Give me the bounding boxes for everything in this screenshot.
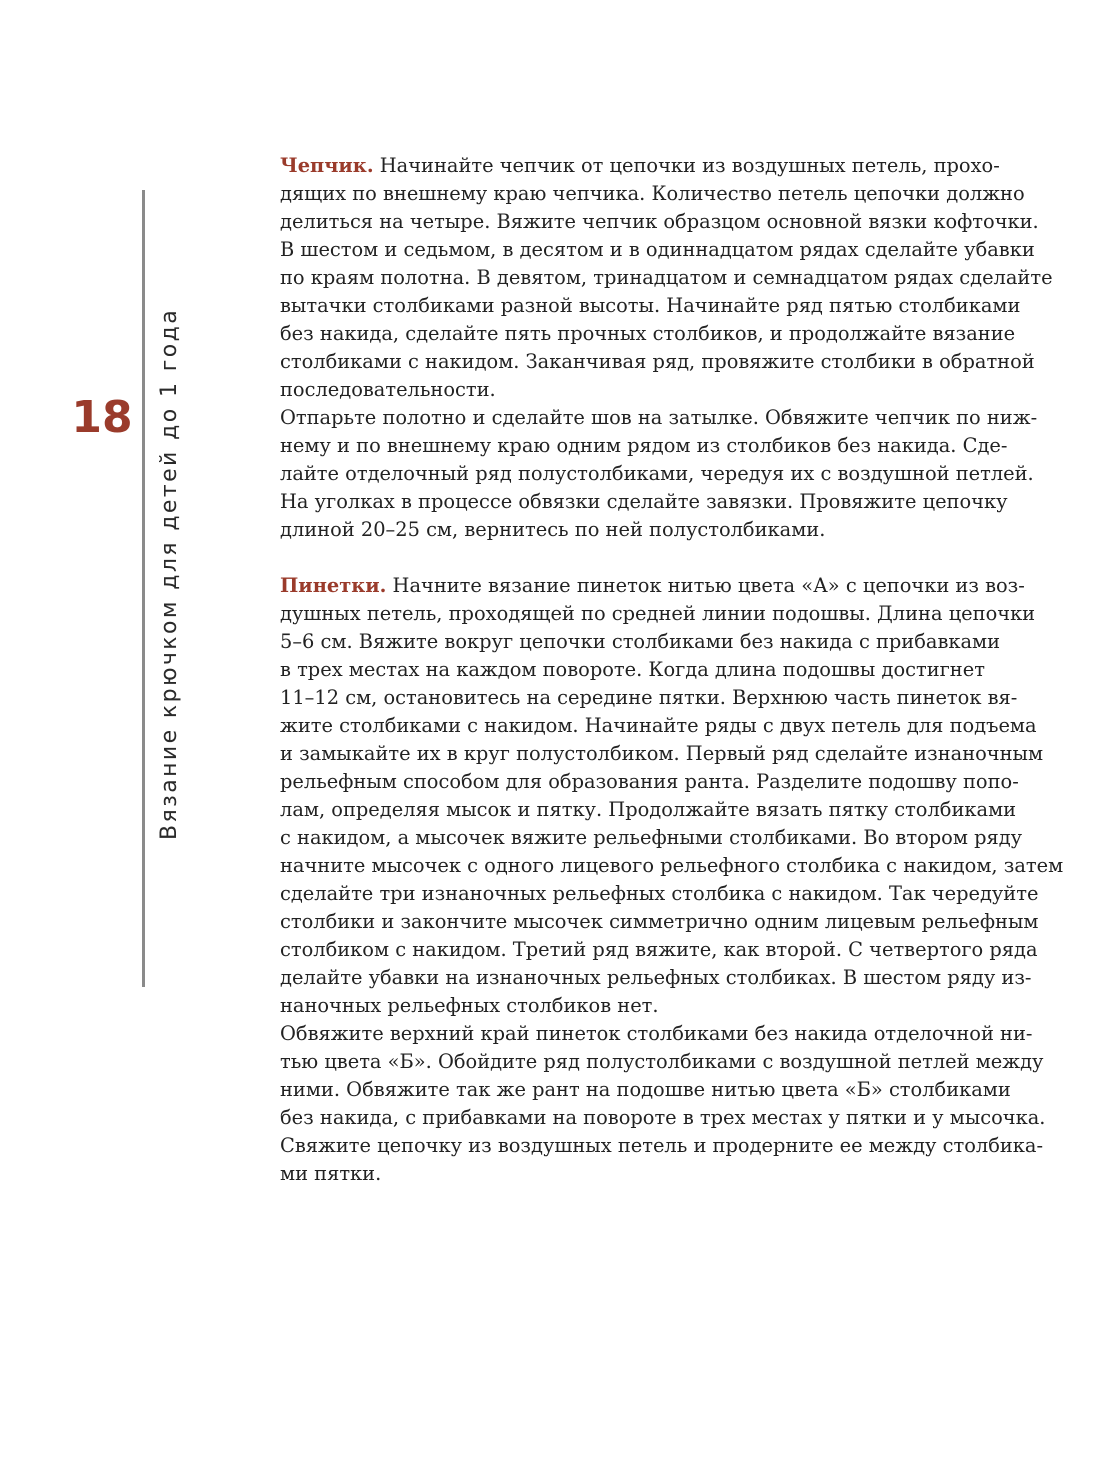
page-number: 18 [71, 392, 133, 443]
paragraph-line: Обвяжите верхний край пинеток столбиками без накида отделочной ни- [280, 1022, 1033, 1045]
paragraph-line: нему и по внешнему краю одним рядом из столбиков без накида. Сде- [280, 434, 1008, 457]
paragraph-line: вытачки столбиками разной высоты. Начинайте ряд пятью столбиками [280, 294, 1021, 317]
paragraph-line: делайте убавки на изнаночных рельефных столбиках. В шестом ряду из- [280, 966, 1032, 989]
section-heading: Пинетки. [280, 574, 387, 597]
paragraph-line: сделайте три изнаночных рельефных столбика с накидом. Так чередуйте [280, 882, 1039, 905]
paragraph-line: столбиком с накидом. Третий ряд вяжите, как второй. С четвертого ряда [280, 938, 1038, 961]
paragraph-line: дящих по внешнему краю чепчика. Количество петель цепочки должно [280, 182, 1025, 205]
paragraph-line: без накида, сделайте пять прочных столбиков, и продолжайте вязание [280, 322, 1016, 345]
section-pinetki [280, 572, 1064, 1188]
paragraph-line: рельефным способом для образования ранта. Разделите подошву попо- [280, 770, 1019, 793]
paragraph-line: делиться на четыре. Вяжите чепчик образцом основной вязки кофточки. [280, 210, 1039, 233]
paragraph-line: 5–6 см. Вяжите вокруг цепочки столбиками без накида с прибавками [280, 630, 1001, 653]
paragraph-line: Отпарьте полотно и сделайте шов на затылке. Обвяжите чепчик по ниж- [280, 406, 1038, 429]
paragraph-line: жите столбиками с накидом. Начинайте ряды с двух петель для подъема [280, 714, 1037, 737]
paragraph-line: лайте отделочный ряд полустолбиками, чередуя их с воздушной петлей. [280, 462, 1034, 485]
paragraph-line: столбики и закончите мысочек симметрично одним лицевым рельефным [280, 910, 1039, 933]
paragraph-line-text: Начните вязание пинеток нитью цвета «А» с цепочки из воз- [392, 574, 1025, 597]
paragraph-line: с накидом, а мысочек вяжите рельефными столбиками. Во втором ряду [280, 826, 1023, 849]
paragraph-line: душных петель, проходящей по средней линии подошвы. Длина цепочки [280, 602, 1036, 625]
section-heading: Чепчик. [280, 154, 374, 177]
paragraph-line-text: Начинайте чепчик от цепочки из воздушных петель, прохо- [379, 154, 1000, 177]
side-rule [142, 190, 145, 987]
paragraph-line: последовательности. [280, 378, 496, 401]
paragraph-line: тью цвета «Б». Обойдите ряд полустолбиками с воздушной петлей между [280, 1050, 1044, 1073]
paragraph-line: без накида, с прибавками на повороте в трех местах у пятки и у мысочка. [280, 1106, 1046, 1129]
section-chepchik [280, 152, 1053, 544]
paragraph-line: На уголках в процессе обвязки сделайте завязки. Провяжите цепочку [280, 490, 1008, 513]
paragraph-line: по краям полотна. В девятом, тринадцатом и семнадцатом рядах сделайте [280, 266, 1053, 289]
paragraph-line: наночных рельефных столбиков нет. [280, 994, 659, 1017]
running-title: Вязание крючком для детей до 1 года [157, 307, 182, 840]
paragraph-line: Свяжите цепочку из воздушных петель и продерните ее между столбика- [280, 1134, 1044, 1157]
paragraph-line: ми пятки. [280, 1162, 382, 1185]
paragraph-line: в трех местах на каждом повороте. Когда длина подошвы достигнет [280, 658, 985, 681]
paragraph-line: В шестом и седьмом, в десятом и в одиннадцатом рядах сделайте убавки [280, 238, 1035, 261]
paragraph-line [280, 152, 1015, 180]
paragraph-line: ними. Обвяжите так же рант на подошве нитью цвета «Б» столбиками [280, 1078, 1011, 1101]
paragraph-line: 11–12 см, остановитесь на середине пятки. Верхнюю часть пинеток вя- [280, 686, 1018, 709]
paragraph-line: начните мысочек с одного лицевого рельефного столбика с накидом, затем [280, 854, 1064, 877]
paragraph-line: и замыкайте их в круг полустолбиком. Первый ряд сделайте изнаночным [280, 742, 1044, 765]
paragraph-line [280, 572, 1025, 600]
paragraph-line: столбиками с накидом. Заканчивая ряд, провяжите столбики в обратной [280, 350, 1035, 373]
paragraph-line: длиной 20–25 см, вернитесь по ней полустолбиками. [280, 518, 826, 541]
paragraph-line: лам, определяя мысок и пятку. Продолжайте вязать пятку столбиками [280, 798, 1017, 821]
